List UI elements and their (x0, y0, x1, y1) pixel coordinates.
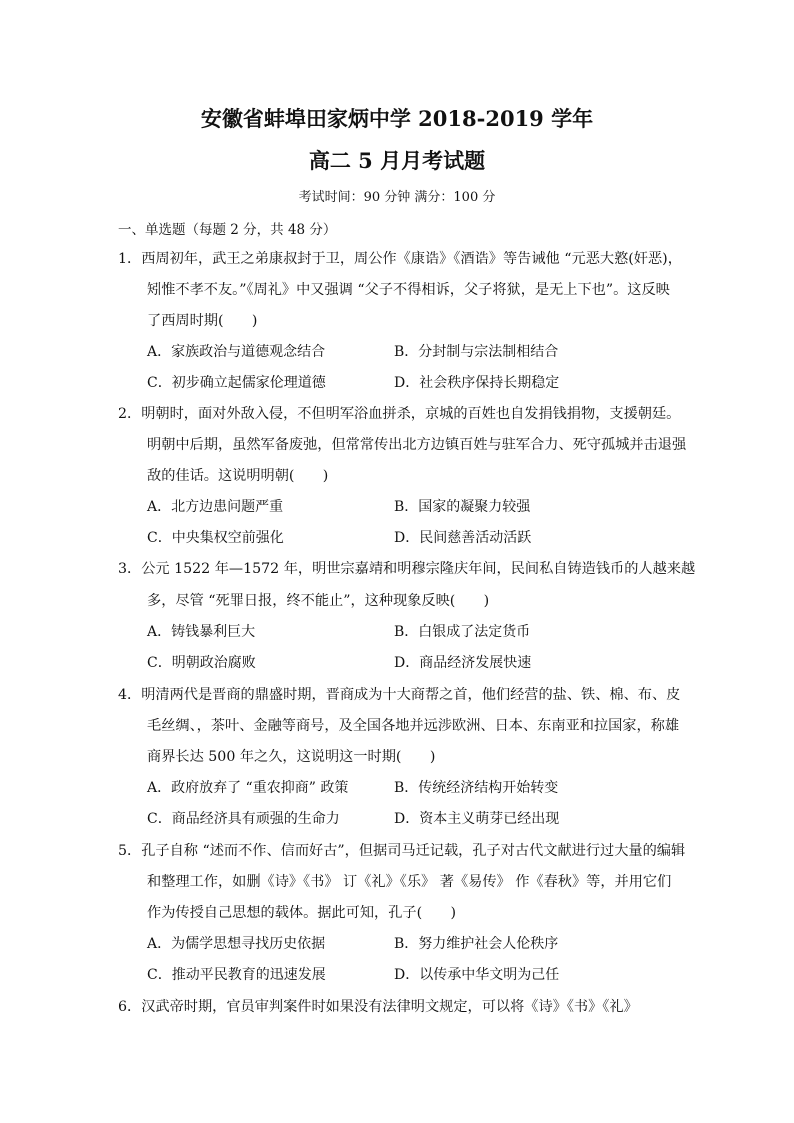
question-5-option-b: B．努力维护社会人伦秩序 (394, 936, 559, 952)
exam-title: 安徽省蚌埠田家炳中学 2018-2019 学年 (200, 106, 594, 131)
question-5-option-a: A．为儒学思想寻找历史依据 (147, 936, 326, 952)
exam-info: 考试时间：90 分钟 满分：100 分 (298, 190, 496, 205)
question-3-option-b: B．白银成了法定货币 (394, 624, 531, 640)
question-4-line-2: 毛丝绸、，茶叶、金融等商号，及全国各地并远涉欧洲、日本、东南亚和拉国家，称雄 (147, 718, 680, 734)
question-4-option-b: B．传统经济结构开始转变 (394, 780, 559, 796)
question-4-line-3: 商界长达 500 年之久，这说明这一时期( ) (147, 749, 436, 765)
question-3-option-a: A．铸钱暴利巨大 (147, 624, 256, 640)
question-1-option-d: D．社会秩序保持长期稳定 (394, 375, 560, 391)
question-3-line-1: 3．公元 1522 年—1572 年，明世宗嘉靖和明穆宗隆庆年间，民间私自铸造钱币的人越来越 (118, 561, 696, 577)
question-3-option-d: D．商品经济发展快速 (394, 655, 532, 671)
question-1-line-1: 1．西周初年，武王之弟康叔封于卫，周公作《康诰》《酒诰》等告诫他 “元恶大憝(奸恶)， (118, 251, 682, 267)
question-3-option-c: C．明朝政治腐败 (147, 655, 256, 671)
question-3-line-2: 多，尽管 “死罪日报，终不能止”，这种现象反映( ) (147, 593, 490, 609)
question-6-line-1: 6．汉武帝时期，官员审判案件时如果没有法律明文规定，可以将《诗》《书》《礼》 (118, 999, 638, 1015)
question-1-option-c: C．初步确立起儒家伦理道德 (147, 375, 326, 391)
exam-subtitle: 高二 5 月月考试题 (308, 148, 486, 173)
question-4-line-1: 4．明清两代是晋商的鼎盛时期，晋商成为十大商帮之首，他们经营的盐、铁、棉、布、皮 (118, 687, 681, 703)
question-5-option-c: C．推动平民教育的迅速发展 (147, 967, 326, 983)
question-4-option-d: D．资本主义萌芽已经出现 (394, 811, 560, 827)
question-5-option-d: D．以传承中华文明为己任 (394, 967, 560, 983)
question-1-line-3: 了西周时期( ) (147, 313, 258, 329)
question-4-option-c: C．商品经济具有顽强的生命力 (147, 811, 340, 827)
question-5-line-2: 和整理工作，如删《诗》《书》 订《礼》《乐》 著《易传》 作《春秋》等，并用它们 (147, 874, 672, 890)
question-2-line-2: 明朝中后期，虽然军备废弛，但常常传出北方边镇百姓与驻军合力、死守孤城并击退强 (147, 437, 687, 453)
question-5-line-3: 作为传授自己思想的载体。据此可知，孔子( ) (147, 905, 457, 921)
question-1-option-a: A．家族政治与道德观念结合 (147, 344, 326, 360)
question-2-option-a: A．北方边患问题严重 (147, 499, 284, 515)
question-2-line-1: 2．明朝时，面对外敌入侵，不但明军浴血拼杀，京城的百姓也自发捐钱捐物，支援朝廷。 (118, 406, 681, 422)
question-2-option-d: D．民间慈善活动活跃 (394, 530, 532, 546)
question-2-line-3: 敌的佳话。这说明明朝( ) (147, 468, 329, 484)
question-1-option-b: B．分封制与宗法制相结合 (394, 344, 559, 360)
question-2-option-c: C．中央集权空前强化 (147, 530, 284, 546)
question-2-option-b: B．国家的凝聚力较强 (394, 499, 531, 515)
question-5-line-1: 5．孔子自称 “述而不作、信而好古”，但据司马迁记载，孔子对古代文献进行过大量的编辑 (118, 843, 686, 859)
question-1-line-2: 矧惟不孝不友。”《周礼》中又强调 “父子不得相诉，父子将狱，是无上下也”。这反映 (147, 282, 670, 298)
question-4-option-a: A．政府放弃了 “重农抑商” 政策 (147, 780, 349, 796)
section-heading: 一、单选题（每题 2 分，共 48 分） (118, 222, 337, 238)
